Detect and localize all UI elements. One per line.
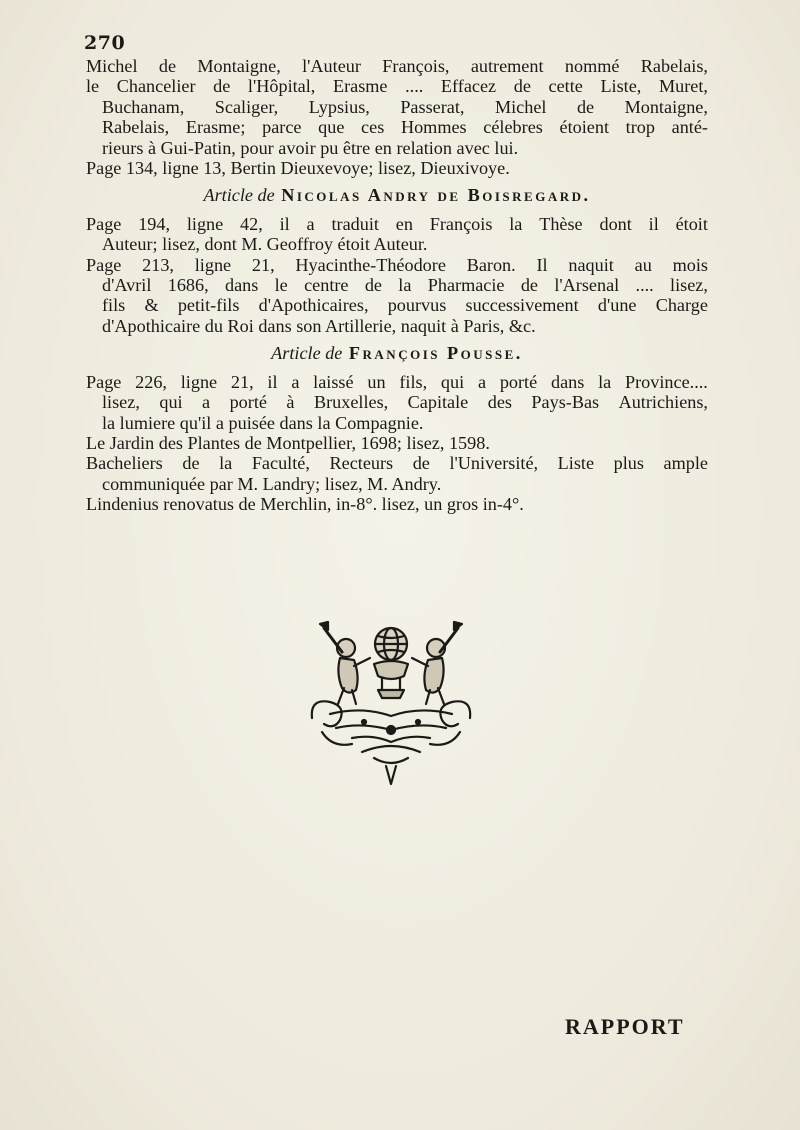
text-line: Bacheliers de la Faculté, Recteurs de l'Université, Liste plus ample <box>86 453 708 474</box>
text-line: d'Apothicaire du Roi dans son Artillerie, naquit à Paris, &c. <box>102 315 536 336</box>
text-line: Page 213, ligne 21, Hyacinthe-Théodore Baron. Il naquit au mois <box>86 254 708 275</box>
text-line: rieurs à Gui-Patin, pour avoir pu être en relation avec lui. <box>102 137 519 158</box>
text-line: la lumiere qu'il a puisée dans la Compagnie. <box>102 412 424 433</box>
text-line: fils & petit-fils d'Apothicaires, pourvus successivement d'une Charge <box>102 295 708 316</box>
text-line: Auteur; lisez, dont M. Geoffroy étoit Auteur. <box>102 234 428 255</box>
text-line: lisez, qui a porté à Bruxelles, Capitale des Pays-Bas Autrichiens, <box>102 392 708 413</box>
scrollwork-ornament <box>312 701 470 784</box>
text-line: Page 226, ligne 21, il a laissé un fils, qui a porté dans la Province.... <box>86 371 708 392</box>
catchword: RAPPORT <box>565 1014 685 1039</box>
text-line: Page 134, ligne 13, Bertin Dieuxevoye; lisez, Dieuxivoye. <box>86 158 510 179</box>
text-line: Lindenius renovatus de Merchlin, in-8°. lisez, un gros in-4°. <box>86 494 524 515</box>
text-line: Rabelais, Erasme; parce que ces Hommes célebres étoient trop anté- <box>102 117 708 138</box>
text-line: communiquée par M. Landry; lisez, M. Andry. <box>102 473 442 494</box>
text-line: Page 194, ligne 42, il a traduit en François la Thèse dont il étoit <box>86 213 708 234</box>
errata-text <box>86 56 708 515</box>
page-number: 270 <box>84 32 126 54</box>
text-line: Buchanam, Scaliger, Lypsius, Passerat, Michel de Montaigne, <box>102 96 708 117</box>
text-line: Le Jardin des Plantes de Montpellier, 1698; lisez, 1598. <box>86 432 490 453</box>
section-heading-pousse <box>86 343 708 363</box>
heading-lead: Article de <box>271 343 343 364</box>
globe-icon <box>375 628 407 660</box>
cherub-left-icon <box>320 622 370 704</box>
heading-lead: Article de <box>203 185 275 206</box>
text-line: le Chancelier de l'Hôpital, Erasme .... Effacez de cette Liste, Muret, <box>86 76 708 97</box>
section-heading-andry <box>86 185 708 205</box>
cherub-right-icon <box>412 622 462 704</box>
urn-icon <box>374 661 408 698</box>
text-line: d'Avril 1686, dans le centre de la Pharmacie de l'Arsenal .... lisez, <box>102 275 708 296</box>
printer-ornament-vignette <box>302 618 480 788</box>
heading-name: Nicolas Andry de Boisregard. <box>281 185 591 206</box>
text-line: Michel de Montaigne, l'Auteur François, autrement nommé Rabelais, <box>86 56 708 76</box>
heading-name: François Pousse. <box>348 343 523 364</box>
